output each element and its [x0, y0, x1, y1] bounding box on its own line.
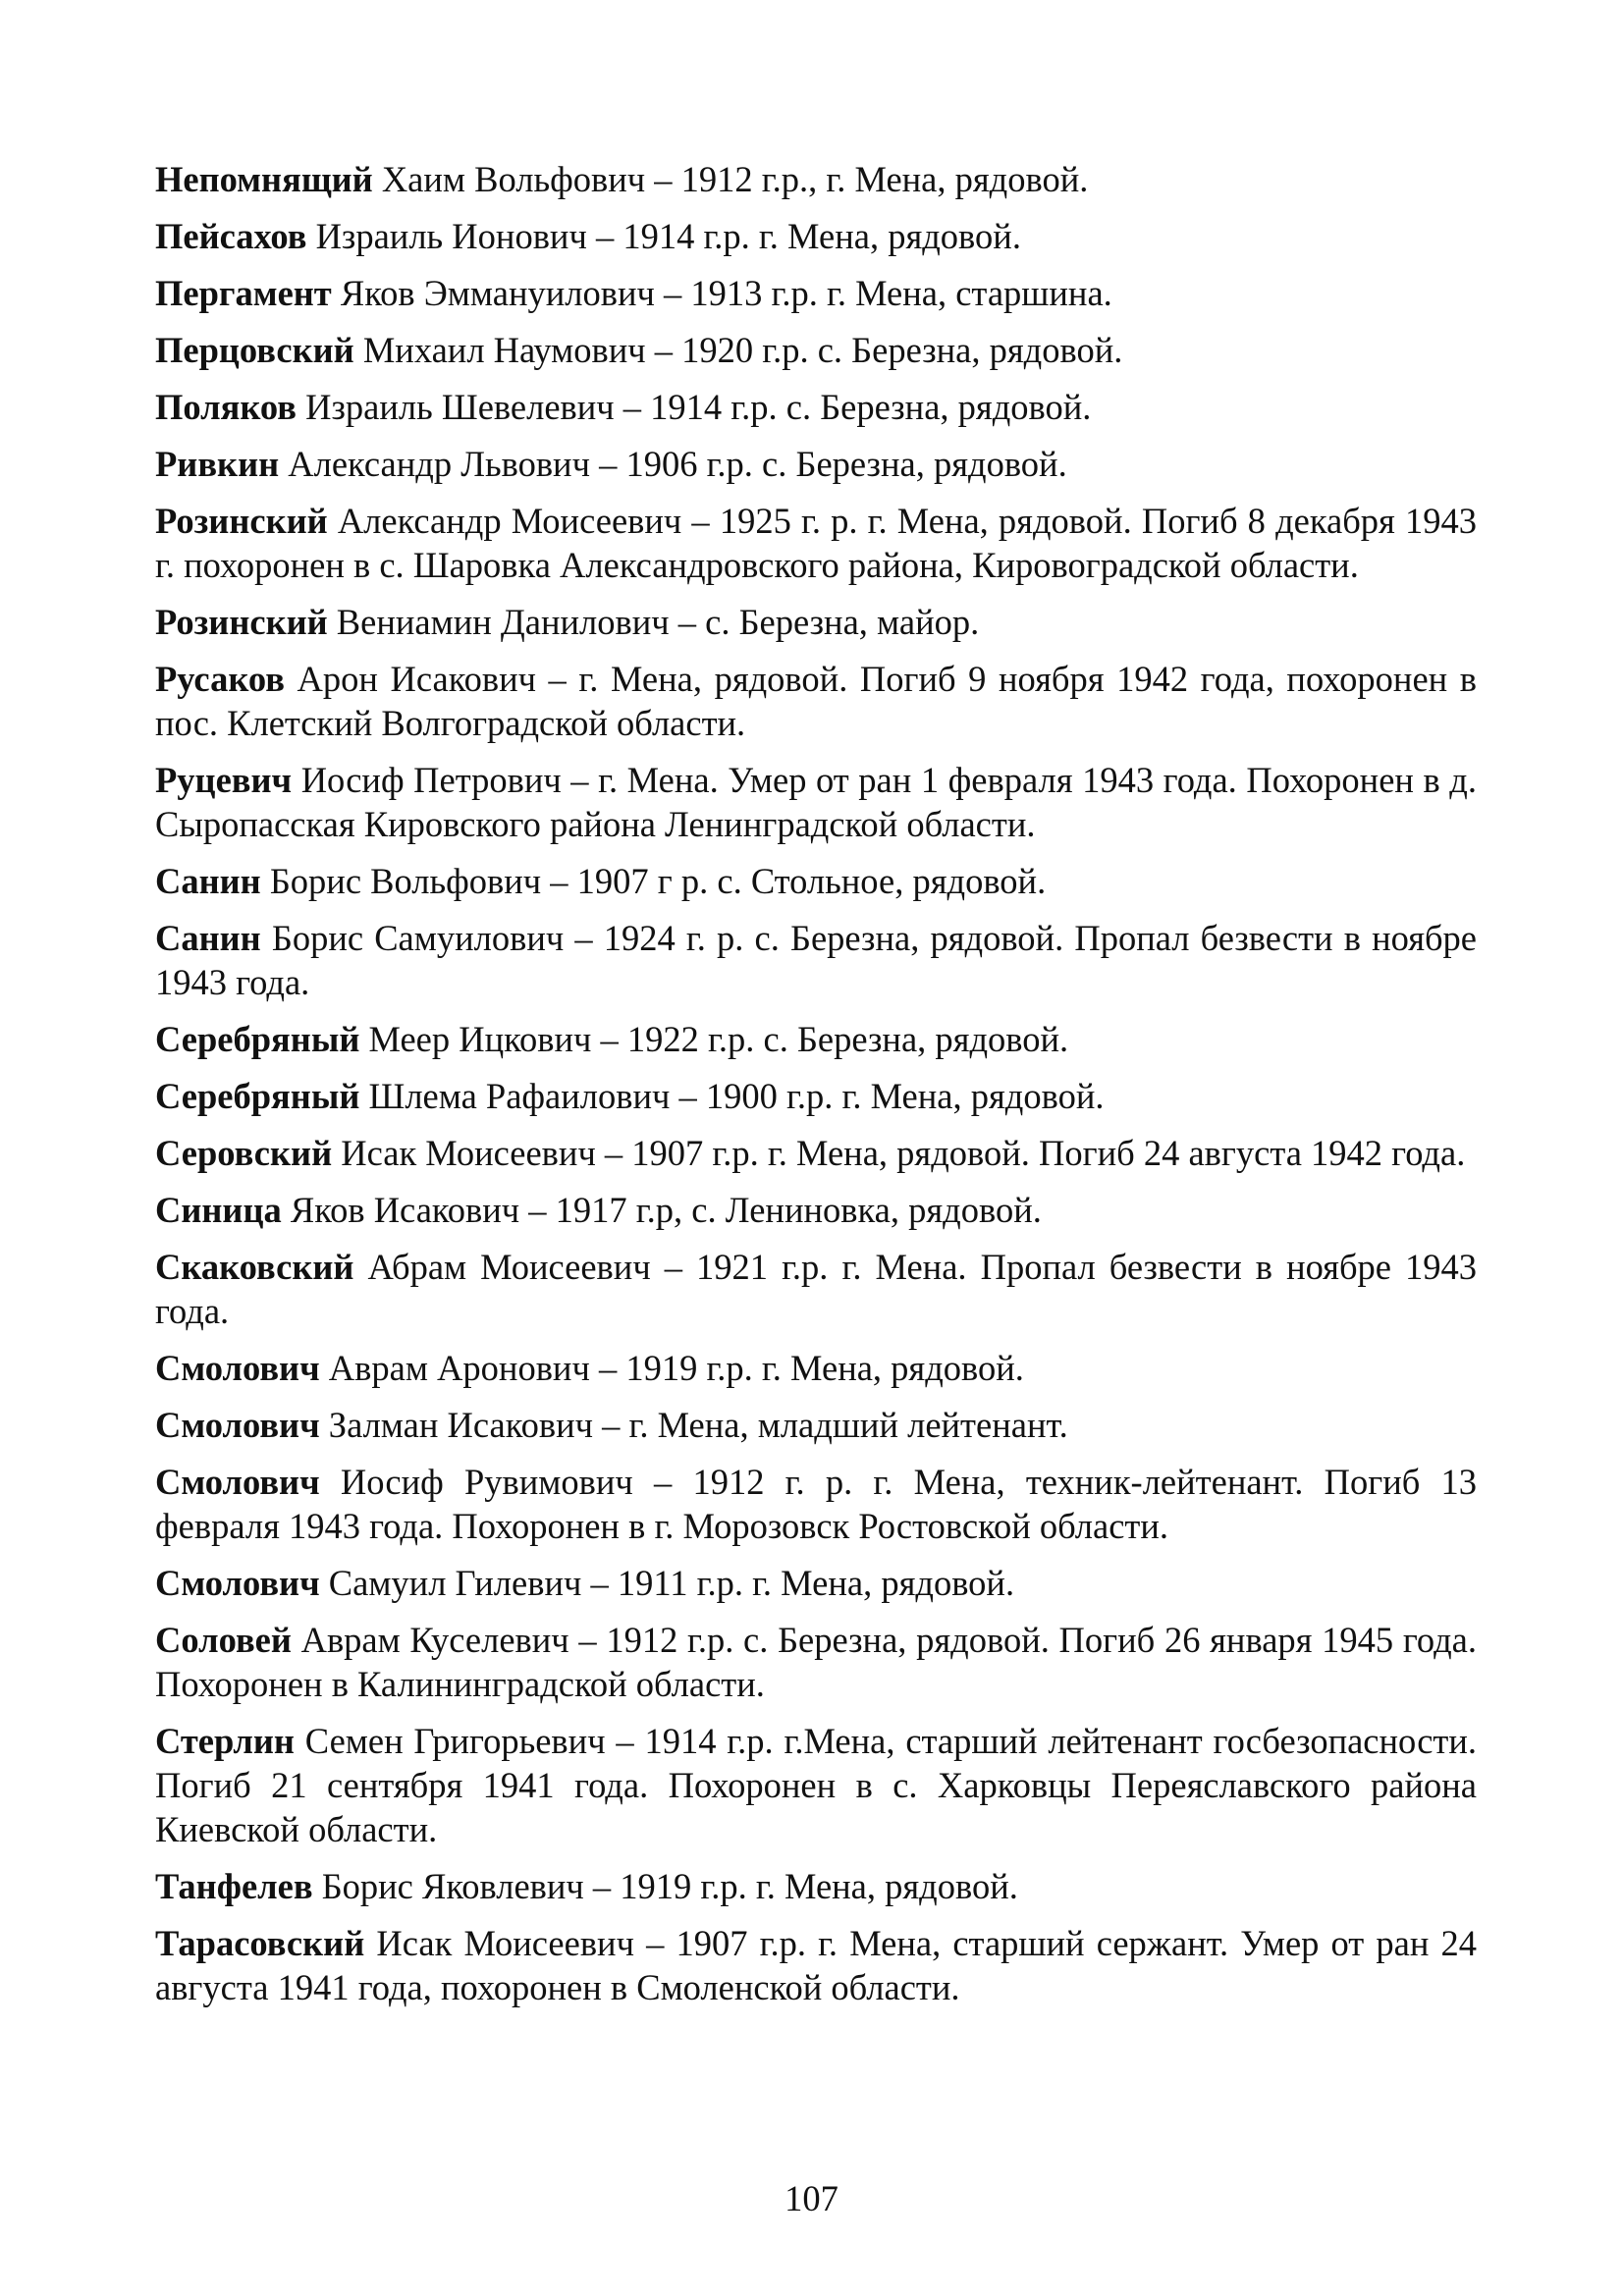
entry-details: Борис Яковлевич – 1919 г.р. г. Мена, рядовой.	[321, 1866, 1018, 1906]
entry-details: Александр Моисеевич – 1925 г. р. г. Мена, рядовой. Погиб 8 декабря 1943 г. похоронен в с. Шаровка Александровского района, Кировоградской области.	[155, 501, 1477, 585]
list-item	[155, 328, 1477, 372]
entry-details: Хаим Вольфович – 1912 г.р., г. Мена, рядовой.	[381, 159, 1089, 199]
entry-surname: Синица	[155, 1190, 282, 1230]
entry-surname: Ривкин	[155, 444, 280, 484]
entry-details: Александр Львович – 1906 г.р. с. Березна, рядовой.	[288, 444, 1067, 484]
list-item	[155, 442, 1477, 486]
entry-details: Самуил Гилевич – 1911 г.р. г. Мена, рядовой.	[328, 1563, 1015, 1603]
entry-details: Израиль Ионович – 1914 г.р. г. Мена, рядовой.	[315, 216, 1021, 256]
entry-surname: Смолович	[155, 1462, 320, 1502]
entry-details: Борис Самуилович – 1924 г. р. с. Березна, рядовой. Пропал безвести в ноябре 1943 года.	[155, 918, 1478, 1002]
entry-surname: Серовский	[155, 1133, 333, 1173]
entry-surname: Розинский	[155, 602, 328, 642]
list-item	[155, 1460, 1477, 1548]
entry-details: Залман Исакович – г. Мена, младший лейтенант.	[328, 1405, 1068, 1445]
entry-details: Меер Ицкович – 1922 г.р. с. Березна, рядовой.	[368, 1019, 1069, 1059]
page-number: 107	[784, 2178, 839, 2218]
list-item	[155, 1131, 1477, 1175]
entry-details: Яков Эммануилович – 1913 г.р. г. Мена, старшина.	[340, 273, 1112, 313]
entry-details: Борис Вольфович – 1907 г р. с. Стольное, рядовой.	[269, 861, 1047, 901]
list-item	[155, 385, 1477, 429]
entry-surname: Непомнящий	[155, 159, 373, 199]
entry-details: Шлема Рафаилович – 1900 г.р. г. Мена, рядовой.	[368, 1076, 1105, 1116]
entry-details: Арон Исакович – г. Мена, рядовой. Погиб 9 ноября 1942 года, похоронен в пос. Клетский Волгоградской области.	[155, 659, 1477, 743]
list-item	[155, 1921, 1477, 2009]
entry-details: Израиль Шевелевич – 1914 г.р. с. Березна, рядовой.	[305, 387, 1092, 427]
list-item	[155, 1561, 1477, 1605]
list-item	[155, 1188, 1477, 1232]
entry-details: Михаил Наумович – 1920 г.р. с. Березна, рядовой.	[362, 330, 1123, 370]
entry-surname: Санин	[155, 918, 261, 958]
entry-details: Вениамин Данилович – с. Березна, майор.	[336, 602, 980, 642]
entry-surname: Русаков	[155, 659, 285, 699]
entry-surname: Серебряный	[155, 1019, 360, 1059]
list-item	[155, 916, 1477, 1004]
list-item	[155, 1346, 1477, 1390]
list-item	[155, 1245, 1477, 1333]
entry-surname: Смолович	[155, 1563, 320, 1603]
list-item	[155, 499, 1477, 587]
entry-surname: Стерлин	[155, 1721, 295, 1761]
entry-details: Семен Григорьевич – 1914 г.р. г.Мена, старший лейтенант госбезопасности. Погиб 21 сентября 1941 года. Похоронен в с. Харковцы Переяславского района Киевской области.	[155, 1721, 1478, 1849]
entry-details: Исак Моисеевич – 1907 г.р. г. Мена, рядовой. Погиб 24 августа 1942 года.	[341, 1133, 1466, 1173]
entry-surname: Поляков	[155, 387, 297, 427]
entry-surname: Соловей	[155, 1620, 292, 1660]
entry-details: Исак Моисеевич – 1907 г.р. г. Мена, старший сержант. Умер от ран 24 августа 1941 года, похоронен в Смоленской области.	[155, 1923, 1477, 2007]
entry-surname: Смолович	[155, 1348, 320, 1388]
list-item	[155, 1719, 1477, 1851]
list-item	[155, 1864, 1477, 1908]
entry-details: Аврам Аронович – 1919 г.р. г. Мена, рядовой.	[328, 1348, 1024, 1388]
entry-surname: Санин	[155, 861, 261, 901]
list-item	[155, 1074, 1477, 1118]
list-item	[155, 1017, 1477, 1061]
entry-surname: Пергамент	[155, 273, 332, 313]
entry-details: Яков Исакович – 1917 г.р, с. Лениновка, рядовой.	[290, 1190, 1042, 1230]
entry-details: Иосиф Рувимович – 1912 г. р. г. Мена, техник-лейтенант. Погиб 13 февраля 1943 года. Похоронен в г. Морозовск Ростовской области.	[155, 1462, 1478, 1546]
list-item	[155, 600, 1477, 644]
entry-surname: Танфелев	[155, 1866, 313, 1906]
list-item	[155, 859, 1477, 903]
entry-surname: Тарасовский	[155, 1923, 365, 1963]
list-item	[155, 157, 1477, 201]
entry-surname: Перцовский	[155, 330, 354, 370]
entry-surname: Пейсахов	[155, 216, 307, 256]
entry-details: Аврам Куселевич – 1912 г.р. с. Березна, рядовой. Погиб 26 января 1945 года. Похоронен в Калининградской области.	[155, 1620, 1478, 1704]
list-item	[155, 271, 1477, 315]
list-item	[155, 758, 1477, 846]
entry-surname: Смолович	[155, 1405, 320, 1445]
entry-details: Иосиф Петрович – г. Мена. Умер от ран 1 февраля 1943 года. Похоронен в д. Сыропасская Кировского района Ленинградской области.	[155, 760, 1478, 844]
entry-surname: Скаковский	[155, 1247, 354, 1287]
list-item	[155, 214, 1477, 258]
list-item	[155, 1618, 1477, 1706]
memorial-entry-list	[155, 157, 1477, 2022]
entry-surname: Розинский	[155, 501, 328, 541]
entry-surname: Серебряный	[155, 1076, 360, 1116]
list-item	[155, 657, 1477, 745]
entry-details: Абрам Моисеевич – 1921 г.р. г. Мена. Пропал безвести в ноябре 1943 года.	[155, 1247, 1478, 1331]
list-item	[155, 1403, 1477, 1447]
entry-surname: Руцевич	[155, 760, 293, 800]
